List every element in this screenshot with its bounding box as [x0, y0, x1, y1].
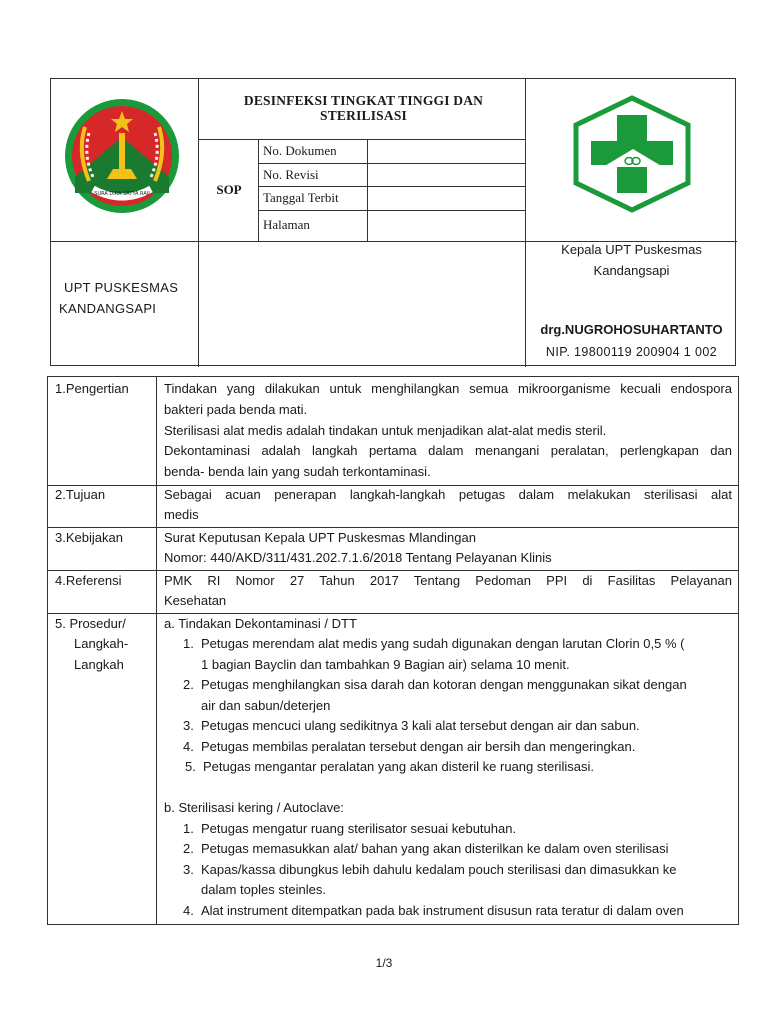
divider: [258, 139, 259, 241]
official-name: drg.NUGROHOSUHARTANTO: [540, 322, 723, 337]
doc-field-no-dokumen: [263, 143, 337, 159]
tujuan-line: Sebagai acuan penerapan langkah-langkah petugas dalam melakukan sterilisasi alat: [164, 487, 732, 502]
divider: [48, 570, 738, 571]
section-label-pengertian: 1.Pengertian: [55, 381, 129, 396]
step-number: 3.: [183, 718, 194, 733]
divider: [198, 79, 199, 367]
regency-emblem-logo: [63, 97, 181, 215]
section-label-prosedur: Langkah: [74, 657, 124, 672]
step-text: Petugas membilas peralatan tersebut dengan air bersih dan mengeringkan.: [201, 739, 636, 754]
divider: [258, 186, 525, 187]
pengertian-line: benda- benda lain yang sudah terkontaminasi.: [164, 464, 431, 479]
kepala-title: [526, 239, 737, 281]
prosedur-b-title: b. Sterilisasi kering / Autoclave:: [164, 800, 344, 815]
divider: [48, 613, 738, 614]
doc-field-label: No. Revisi: [263, 167, 319, 182]
step-number: 1.: [183, 821, 194, 836]
doc-field-label: No. Dokumen: [263, 143, 337, 158]
unit-line: KANDANGSAPI: [59, 301, 157, 316]
pengertian-line: Sterilisasi alat medis adalah tindakan untuk menjadikan alat-alat medis steril.: [164, 423, 607, 438]
step-number: 3.: [183, 862, 194, 877]
pengertian-line: Dekontaminasi adalah langkah pertama dalam menangani peralatan, perlengkapan dan: [164, 443, 732, 458]
section-label-tujuan: 2.Tujuan: [55, 487, 106, 502]
unit-line: UPT PUSKESMAS: [64, 280, 179, 295]
divider: [258, 210, 525, 211]
divider: [48, 485, 738, 486]
title-line: DESINFEKSI TINGKAT TINGGI DAN: [243, 93, 484, 108]
step-text: dalam toples steinles.: [201, 882, 327, 897]
divider: [156, 377, 157, 924]
step-number: 5.: [185, 759, 196, 774]
step-text: Petugas mengatur ruang sterilisator sesuai kebutuhan.: [201, 821, 517, 836]
step-number: 4.: [183, 903, 194, 918]
page-number: 1/3: [375, 956, 393, 970]
pengertian-line: bakteri pada benda mati.: [164, 402, 308, 417]
step-text: 1 bagian Bayclin dan tambahkan 9 Bagian air) selama 10 menit.: [201, 657, 570, 672]
svg-text:SURA DIRA SATYA RAJI: SURA DIRA SATYA RAJI: [94, 191, 150, 197]
doc-field-no-revisi: [263, 167, 319, 183]
step-text: Kapas/kassa dibungkus lebih dahulu kedalam pouch sterilisasi dan dimasukkan ke: [201, 862, 677, 877]
step-number: 2.: [183, 841, 194, 856]
kepala-line: Kepala UPT Puskesmas: [561, 242, 702, 257]
kebijakan-line: Nomor: 440/AKD/311/431.202.7.1.6/2018 Tentang Pelayanan Klinis: [164, 550, 552, 565]
step-number: 4.: [183, 739, 194, 754]
doc-field-halaman: [263, 217, 310, 233]
divider: [367, 139, 368, 241]
step-text: Petugas merendam alat medis yang sudah digunakan dengan larutan Clorin 0,5 % (: [201, 636, 685, 651]
title-line: STERILISASI: [320, 108, 407, 123]
unit-name: [59, 277, 178, 319]
puskesmas-logo: [567, 95, 697, 213]
kepala-line: Kandangsapi: [593, 263, 670, 278]
doc-field-label: Tanggal Terbit: [263, 190, 339, 205]
official-nip: NIP. 19800119 200904 1 002: [545, 345, 718, 359]
step-text: Alat instrument ditempatkan pada bak instrument disusun rata teratur di dalam oven: [201, 903, 684, 918]
kebijakan-line: Surat Keputusan Kepala UPT Puskesmas Mlandingan: [164, 530, 476, 545]
prosedur-a-title: a. Tindakan Dekontaminasi / DTT: [164, 616, 357, 631]
step-number: 2.: [183, 677, 194, 692]
step-text: air dan sabun/deterjen: [201, 698, 331, 713]
sop-body-table: [47, 376, 739, 925]
divider: [198, 139, 525, 140]
tujuan-line: medis: [164, 507, 199, 522]
step-text: Petugas menghilangkan sisa darah dan kotoran dengan menggunakan sikat dengan: [201, 677, 687, 692]
referensi-line: Kesehatan: [164, 593, 227, 608]
sop-header-table: [50, 78, 736, 366]
sop-title: [201, 93, 526, 123]
divider: [258, 163, 525, 164]
doc-field-label: Halaman: [263, 217, 310, 232]
section-label-prosedur: 5. Prosedur/: [55, 616, 126, 631]
step-text: Petugas mencuci ulang sedikitnya 3 kali alat tersebut dengan air dan sabun.: [201, 718, 640, 733]
doc-field-tanggal-terbit: [263, 190, 339, 206]
section-label-kebijakan: 3.Kebijakan: [55, 530, 123, 545]
step-number: 1.: [183, 636, 194, 651]
divider: [48, 527, 738, 528]
section-label-referensi: 4.Referensi: [55, 573, 122, 588]
section-label-prosedur: Langkah-: [74, 636, 129, 651]
referensi-line: PMK RI Nomor 27 Tahun 2017 Tentang Pedoman PPI di Fasilitas Pelayanan: [164, 573, 732, 588]
sop-label: SOP: [216, 182, 242, 197]
pengertian-line: Tindakan yang dilakukan untuk menghilangkan semua mikroorganisme kecuali endospora: [164, 381, 732, 396]
step-text: Petugas mengantar peralatan yang akan disteril ke ruang sterilisasi.: [203, 759, 594, 774]
step-text: Petugas memasukkan alat/ bahan yang akan disterilkan ke dalam oven sterilisasi: [201, 841, 669, 856]
